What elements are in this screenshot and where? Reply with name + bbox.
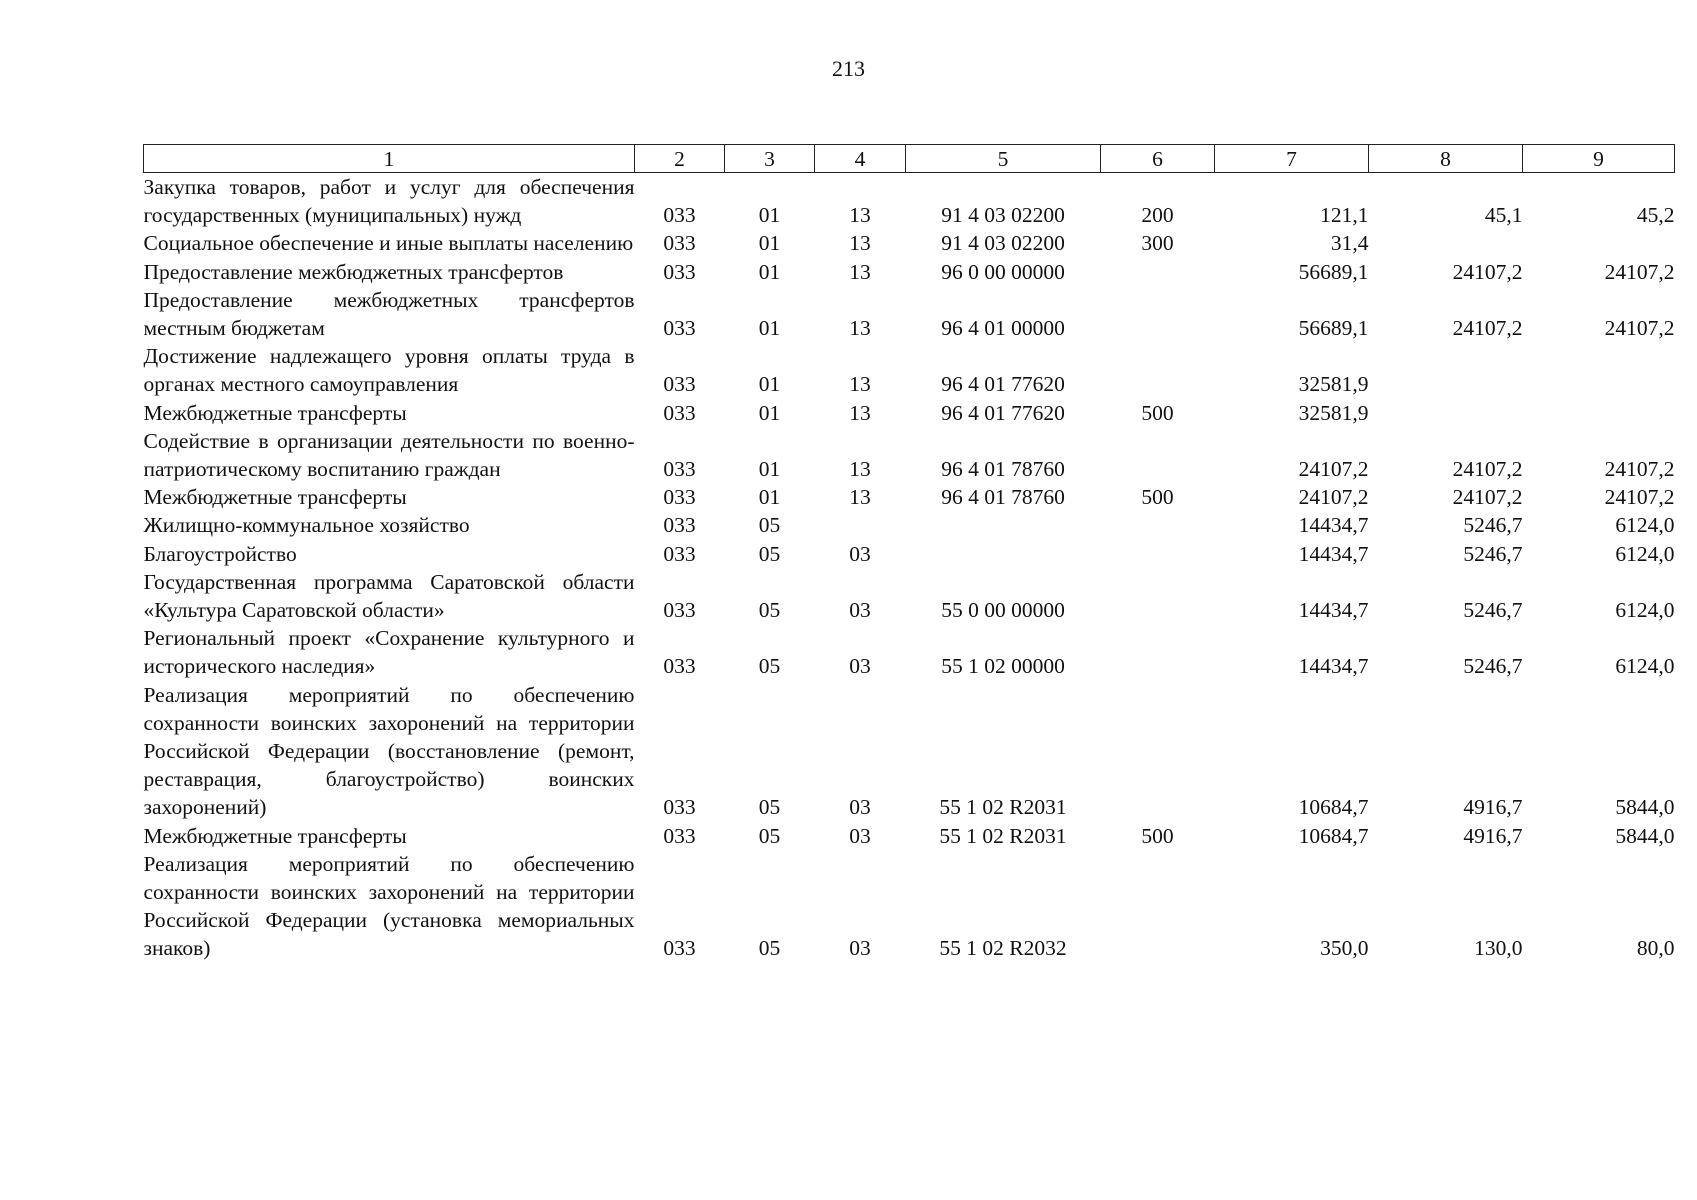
page-number: 213	[832, 56, 865, 81]
table-row	[144, 483, 1675, 511]
amount-col9-cell: 24107,2	[1604, 485, 1675, 510]
section-cell: 05	[758, 823, 781, 848]
amount-col8-cell: 130,0	[1474, 936, 1523, 961]
table-row	[144, 624, 1675, 680]
table-row	[144, 511, 1675, 539]
section-cell: 05	[758, 795, 781, 820]
admin-code-cell: 033	[663, 400, 696, 425]
amount-col7-cell: 24107,2	[1298, 457, 1369, 482]
subsection-cell: 03	[849, 654, 871, 679]
section-cell: 01	[758, 203, 781, 228]
table-row	[144, 399, 1675, 427]
amount-col9-cell: 6124,0	[1615, 541, 1675, 566]
section-cell: 01	[758, 485, 781, 510]
row-name-cell: Благоустройство	[143, 541, 297, 566]
section-cell: 05	[758, 936, 781, 961]
table-header	[144, 145, 1675, 173]
expense-type-cell	[1101, 624, 1215, 680]
amount-col8-cell: 4916,7	[1463, 823, 1523, 848]
amount-col8-cell: 5246,7	[1463, 541, 1523, 566]
amount-col9-cell	[1523, 229, 1675, 257]
amount-col8-cell: 45,1	[1484, 203, 1523, 228]
expense-type-cell	[1101, 568, 1215, 624]
amount-col7-cell: 31,4	[1330, 231, 1369, 256]
admin-code-cell: 033	[663, 457, 696, 482]
row-name-cell: Реализация мероприятий по обеспечению сохранности воинских захоронений на территории Российской Федерации (установка мемориальных знаков)	[143, 851, 635, 961]
amount-col8-cell	[1369, 399, 1523, 427]
section-cell: 01	[758, 457, 781, 482]
table-row	[144, 822, 1675, 850]
amount-col7-cell: 14434,7	[1298, 513, 1369, 538]
amount-col9-cell: 5844,0	[1615, 823, 1675, 848]
amount-col8-cell	[1369, 342, 1523, 398]
amount-col9-cell: 5844,0	[1615, 795, 1675, 820]
section-cell: 05	[758, 513, 781, 538]
admin-code-cell: 033	[663, 259, 696, 284]
amount-col9-cell: 6124,0	[1615, 513, 1675, 538]
row-name-cell: Жилищно-коммунальное хозяйство	[143, 513, 470, 538]
row-name-cell: Государственная программа Саратовской области «Культура Саратовской области»	[143, 569, 635, 623]
admin-code-cell: 033	[663, 598, 696, 623]
table-row	[144, 229, 1675, 257]
amount-col8-cell: 5246,7	[1463, 654, 1523, 679]
admin-code-cell: 033	[663, 795, 696, 820]
amount-col8-cell: 24107,2	[1452, 259, 1523, 284]
amount-col7-cell: 14434,7	[1298, 654, 1369, 679]
subsection-cell: 03	[849, 936, 871, 961]
admin-code-cell: 033	[663, 654, 696, 679]
subsection-cell: 13	[849, 457, 871, 482]
column-header-3: 3	[725, 145, 815, 173]
table-row	[144, 258, 1675, 286]
table-row	[144, 427, 1675, 483]
subsection-cell: 13	[849, 203, 871, 228]
amount-col9-cell: 6124,0	[1615, 598, 1675, 623]
section-cell: 01	[758, 400, 781, 425]
column-header-5: 5	[906, 145, 1101, 173]
subsection-cell: 13	[849, 485, 871, 510]
column-header-1: 1	[144, 145, 635, 173]
amount-col8-cell: 4916,7	[1463, 795, 1523, 820]
target-article-cell: 55 1 02 R2032	[939, 936, 1067, 961]
row-name-cell: Социальное обеспечение и иные выплаты населению	[143, 231, 634, 256]
row-name-cell: Реализация мероприятий по обеспечению сохранности воинских захоронений на территории Российской Федерации (восстановление (ремонт, реставрация, благоустройство) воинских захоронений)	[143, 682, 635, 820]
amount-col9-cell: 24107,2	[1604, 457, 1675, 482]
amount-col8-cell: 24107,2	[1452, 316, 1523, 341]
expense-type-cell	[1101, 342, 1215, 398]
subsection-cell	[815, 511, 906, 539]
target-article-cell: 96 4 01 78760	[941, 485, 1065, 510]
row-name-cell: Региональный проект «Сохранение культурного и исторического наследия»	[143, 626, 635, 679]
admin-code-cell: 033	[663, 203, 696, 228]
header-row	[144, 145, 1675, 173]
row-name-cell: Содействие в организации деятельности по военно-патриотическому воспитанию граждан	[143, 428, 635, 482]
amount-col9-cell: 80,0	[1636, 936, 1675, 961]
admin-code-cell: 033	[663, 936, 696, 961]
target-article-cell: 55 1 02 R2031	[939, 795, 1067, 820]
section-cell: 01	[758, 316, 781, 341]
row-name-cell: Межбюджетные трансферты	[143, 823, 407, 848]
column-header-7: 7	[1215, 145, 1369, 173]
expense-type-cell: 300	[1141, 231, 1174, 256]
amount-col7-cell: 14434,7	[1298, 541, 1369, 566]
amount-col9-cell: 6124,0	[1615, 654, 1675, 679]
table-row	[144, 568, 1675, 624]
amount-col7-cell: 56689,1	[1298, 316, 1369, 341]
row-name-cell: Закупка товаров, работ и услуг для обеспечения государственных (муниципальных) нужд	[143, 175, 635, 228]
amount-col8-cell: 5246,7	[1463, 513, 1523, 538]
admin-code-cell: 033	[663, 513, 696, 538]
row-name-cell: Межбюджетные трансферты	[143, 400, 407, 425]
column-header-2: 2	[635, 145, 725, 173]
subsection-cell: 03	[849, 823, 871, 848]
expense-type-cell	[1101, 681, 1215, 822]
target-article-cell: 91 4 03 02200	[941, 203, 1065, 228]
table-row	[144, 850, 1675, 963]
amount-col7-cell: 14434,7	[1298, 598, 1369, 623]
target-article-cell: 96 4 01 00000	[941, 316, 1065, 341]
subsection-cell: 13	[849, 372, 871, 397]
section-cell: 05	[758, 598, 781, 623]
expense-type-cell: 500	[1141, 485, 1174, 510]
expense-type-cell: 500	[1141, 400, 1174, 425]
column-header-9: 9	[1523, 145, 1675, 173]
target-article-cell	[906, 540, 1101, 568]
row-name-cell: Предоставление межбюджетных трансфертов местным бюджетам	[143, 287, 635, 341]
amount-col9-cell	[1523, 399, 1675, 427]
section-cell: 01	[758, 372, 781, 397]
admin-code-cell: 033	[663, 372, 696, 397]
row-name-cell: Предоставление межбюджетных трансфертов	[143, 259, 564, 284]
table-row	[144, 540, 1675, 568]
target-article-cell: 96 0 00 00000	[941, 259, 1065, 284]
amount-col7-cell: 56689,1	[1298, 259, 1369, 284]
amount-col7-cell: 10684,7	[1298, 823, 1369, 848]
subsection-cell: 13	[849, 400, 871, 425]
table-row	[144, 286, 1675, 342]
target-article-cell: 55 0 00 00000	[941, 598, 1065, 623]
table-body	[144, 173, 1675, 963]
expense-type-cell: 500	[1141, 823, 1174, 848]
subsection-cell: 13	[849, 259, 871, 284]
amount-col7-cell: 32581,9	[1298, 400, 1369, 425]
budget-table	[143, 144, 1675, 963]
admin-code-cell: 033	[663, 541, 696, 566]
expense-type-cell	[1101, 850, 1215, 963]
amount-col7-cell: 32581,9	[1298, 372, 1369, 397]
row-name-cell: Межбюджетные трансферты	[143, 485, 407, 510]
section-cell: 05	[758, 541, 781, 566]
table-row	[144, 173, 1675, 230]
amount-col9-cell: 24107,2	[1604, 316, 1675, 341]
expense-type-cell	[1101, 511, 1215, 539]
row-name-cell: Достижение надлежащего уровня оплаты труда в органах местного самоуправления	[143, 344, 635, 397]
expense-type-cell	[1101, 427, 1215, 483]
amount-col7-cell: 24107,2	[1298, 485, 1369, 510]
subsection-cell: 03	[849, 541, 871, 566]
admin-code-cell: 033	[663, 316, 696, 341]
section-cell: 01	[758, 259, 781, 284]
amount-col9-cell: 24107,2	[1604, 259, 1675, 284]
expense-type-cell: 200	[1141, 203, 1174, 228]
amount-col8-cell: 24107,2	[1452, 485, 1523, 510]
amount-col7-cell: 350,0	[1320, 936, 1369, 961]
section-cell: 05	[758, 654, 781, 679]
admin-code-cell: 033	[663, 231, 696, 256]
target-article-cell: 55 1 02 00000	[941, 654, 1065, 679]
target-article-cell: 96 4 01 77620	[941, 372, 1065, 397]
column-header-4: 4	[815, 145, 906, 173]
table-row	[144, 681, 1675, 822]
target-article-cell: 91 4 03 02200	[941, 231, 1065, 256]
target-article-cell	[906, 511, 1101, 539]
subsection-cell: 03	[849, 598, 871, 623]
amount-col7-cell: 121,1	[1320, 203, 1369, 228]
column-header-8: 8	[1369, 145, 1523, 173]
subsection-cell: 13	[849, 231, 871, 256]
amount-col8-cell: 24107,2	[1452, 457, 1523, 482]
amount-col7-cell: 10684,7	[1298, 795, 1369, 820]
admin-code-cell: 033	[663, 485, 696, 510]
target-article-cell: 96 4 01 78760	[941, 457, 1065, 482]
column-header-6: 6	[1101, 145, 1215, 173]
admin-code-cell: 033	[663, 823, 696, 848]
subsection-cell: 03	[849, 795, 871, 820]
expense-type-cell	[1101, 540, 1215, 568]
table-row	[144, 342, 1675, 398]
target-article-cell: 96 4 01 77620	[941, 400, 1065, 425]
target-article-cell: 55 1 02 R2031	[939, 823, 1067, 848]
amount-col9-cell: 45,2	[1636, 203, 1675, 228]
subsection-cell: 13	[849, 316, 871, 341]
amount-col9-cell	[1523, 342, 1675, 398]
amount-col8-cell	[1369, 229, 1523, 257]
expense-type-cell	[1101, 286, 1215, 342]
amount-col8-cell: 5246,7	[1463, 598, 1523, 623]
section-cell: 01	[758, 231, 781, 256]
expense-type-cell	[1101, 258, 1215, 286]
